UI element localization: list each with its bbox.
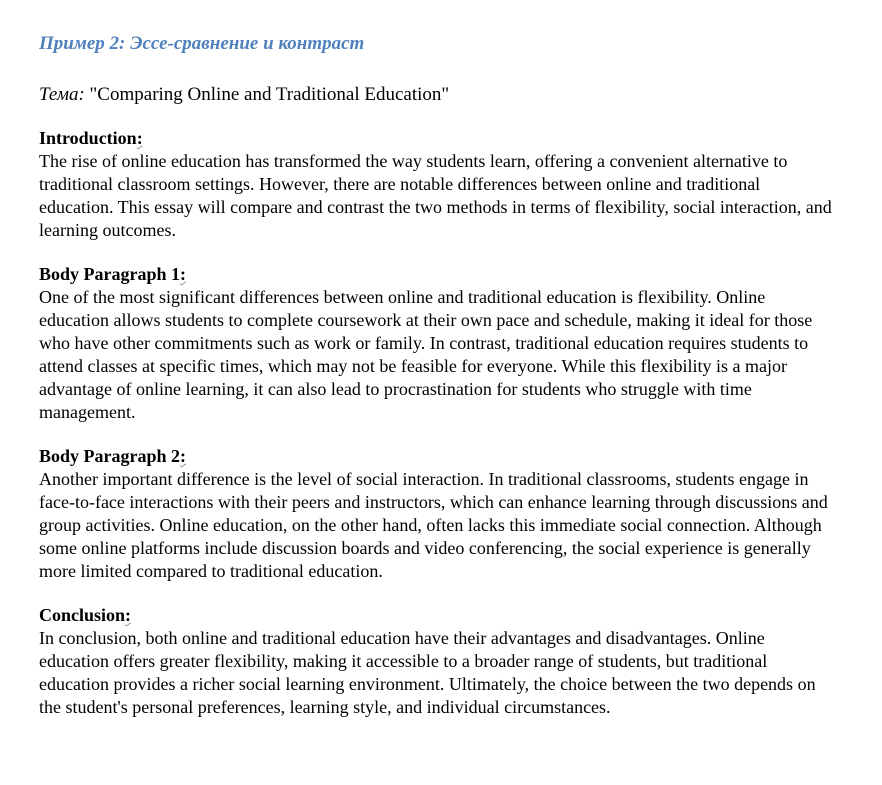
section-title-text: Conclusion <box>39 605 126 625</box>
section-title-body-paragraph-2 <box>39 445 839 468</box>
section-body-body-paragraph-2: Another important difference is the level of social interaction. In traditional classrooms, students engage in face-to-face interactions with their peers and instructors, which can enhance learning through discussions and group activities. Online education, on the other hand, often lacks this immediate social connection. Although some online platforms include discussion boards and video conferencing, the social experience is generally more limited compared to traditional education. <box>39 469 828 581</box>
section-title-introduction <box>39 127 839 150</box>
topic-value: "Comparing Online and Traditional Education" <box>89 84 450 105</box>
section-conclusion <box>39 604 839 719</box>
section-title-colon: : <box>136 128 143 148</box>
topic-line <box>39 83 839 106</box>
section-body-introduction: The rise of online education has transformed the way students learn, offering a convenient alternative to traditional classroom settings. However, there are notable differences between online and traditional education. This essay will compare and contrast the two methods in terms of flexibility, social interaction, and learning outcomes. <box>39 151 832 240</box>
section-title-conclusion <box>39 604 839 627</box>
section-title-text: Introduction <box>39 128 137 148</box>
section-title-colon: : <box>125 605 132 625</box>
section-title-text: Body Paragraph 1 <box>39 264 181 284</box>
section-body-paragraph-1 <box>39 263 839 424</box>
section-body-paragraph-2 <box>39 445 839 583</box>
section-body-conclusion: In conclusion, both online and traditional education have their advantages and disadvantages. Online education offers greater flexibility, making it accessible to a broader range of students, but traditional education provides a richer social learning environment. Ultimately, the choice between the two depends on the student's personal preferences, learning style, and individual circumstances. <box>39 628 816 717</box>
section-introduction <box>39 127 839 242</box>
document-content <box>39 30 839 719</box>
section-title-colon: : <box>180 264 187 284</box>
section-title-text: Body Paragraph 2 <box>39 446 181 466</box>
section-title-colon: : <box>180 446 187 466</box>
document-heading: Пример 2: Эссе-сравнение и контраст <box>39 33 365 54</box>
section-title-body-paragraph-1 <box>39 263 839 286</box>
section-body-body-paragraph-1: One of the most significant differences between online and traditional education is flexibility. Online education allows students to complete coursework at their own pace and schedule, making it ideal for those who have other commitments such as work or family. In contrast, traditional education requires students to attend classes at specific times, which may not be feasible for everyone. While this flexibility is a major advantage of online learning, it can also lead to procrastination for students who struggle with time management. <box>39 287 813 422</box>
topic-label: Тема: <box>39 84 85 105</box>
